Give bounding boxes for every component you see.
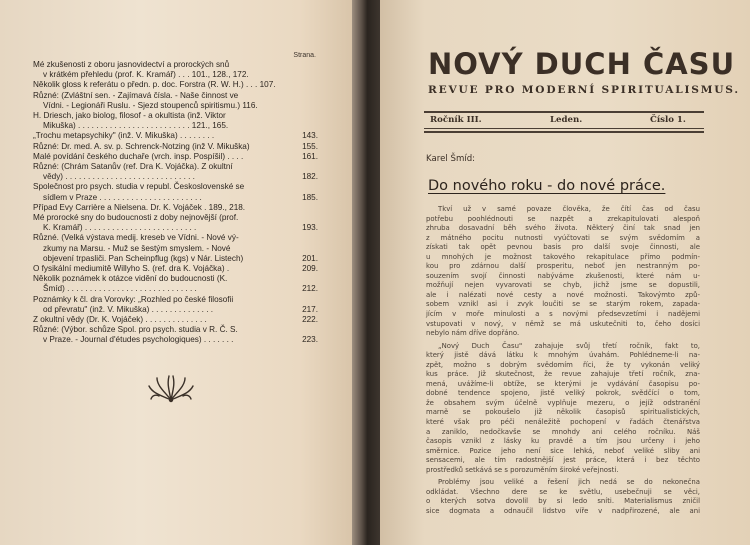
article-line: směrnice. Pozice jeho není sice lehká, neboť veliké sliby ani — [426, 446, 700, 455]
article-line: u mnohých je možnost takového rekapitulace přímo podmín- — [426, 252, 700, 261]
article-line: potřebu poohlédnouti se nazpět a zrekapitulovati alespoň — [426, 214, 700, 223]
journal-title: NOVÝ DUCH ČASU — [428, 47, 736, 81]
article-line: kou pro zdárnou další prosperitu, neboť jen nestranným po- — [426, 262, 700, 271]
toc-entry — [33, 172, 318, 182]
toc-entry — [33, 325, 318, 335]
toc-entry-text: Vídni. - Legionáři Ruslu. - Sjezd stoupenců spiritismu.) 116. — [43, 100, 258, 110]
toc-entry-text: od převratu" (inž. V. Mikuška) . . . . . . . . . . . . . . — [43, 304, 214, 314]
article-line: který jistě dává látku k mnohým úvahám. Pohlédneme-li na- — [426, 351, 700, 360]
toc-entry-text: Šmíd) . . . . . . . . . . . . . . . . . . . . . . . . . . . . . — [43, 284, 197, 294]
toc-entry-text: K. Kramář) . . . . . . . . . . . . . . . . . . . . . . . . . — [43, 223, 197, 233]
toc-entry-text: v Praze. - Journal d'études psychologiques) . . . . . . . — [43, 335, 234, 345]
toc-entry-text: O fysikální mediumitě Willyho S. (ref. dra K. Vojáčka) . — [33, 264, 230, 274]
toc-entry-text: Několik poznámek k otázce vidění do budoucnosti (K. — [33, 274, 228, 284]
floral-ornament-icon — [145, 374, 197, 404]
month-label: Leden. — [550, 115, 583, 125]
toc-entry-text: Mikuška) . . . . . . . . . . . . . . . . . . . . . . . . . 121., 165. — [43, 121, 229, 131]
toc-entry — [33, 274, 318, 284]
toc-entry — [33, 264, 318, 274]
toc-entry-text: objevení trpasliči. Pan Scheinpflug (kgs) v Nár. Listech) — [43, 253, 244, 263]
toc-entry-page: 209. — [302, 264, 318, 274]
toc-entry-text: Společnost pro psych. studia v republ. Československé se — [33, 182, 245, 192]
article-line: nebylo nám dříve dopřáno. — [426, 329, 520, 338]
toc-entry-text: Různé: Dr. med. A. sv. p. Schrenck-Notzing (inž V. Mikuška) — [33, 141, 250, 151]
article-line: zhruba dosavadní běh svého života. Některý činí tak snad jen — [426, 224, 700, 233]
journal-subtitle: REVUE PRO MODERNÍ SPIRITUALISMUS. — [428, 84, 740, 96]
toc-entry — [33, 284, 318, 294]
toc-entry — [33, 111, 318, 121]
article-line: z mátného pocitu nutnosti vyúčtovati se svým svědomím a — [426, 233, 700, 242]
toc-entry — [33, 223, 318, 233]
article-line: marně se pokoušelo již několik časopisů spiritualistických, — [426, 408, 700, 417]
toc-entry-text: Mé prorocké sny do budoucnosti z doby nejnovější (prof. — [33, 213, 239, 223]
table-of-contents — [33, 60, 318, 346]
toc-entry-text: vědy) . . . . . . . . . . . . . . . . . . . . . . . . . . . . . — [43, 172, 195, 182]
toc-entry-page: 222. — [302, 315, 318, 325]
toc-entry — [33, 142, 318, 152]
toc-entry-page: 223. — [302, 335, 318, 345]
toc-entry-page: 143. — [302, 131, 318, 141]
toc-entry-text: Několik gloss k referátu o předn. p. doc. Forstra (R. W. H.) . . . 107. — [33, 80, 276, 90]
toc-entry — [33, 295, 318, 305]
toc-entry-text: Malé povídání českého duchaře (vrch. insp. Pospíšil) . . . . — [33, 151, 244, 161]
article-line: Tkví už v samé povaze člověka, že čítí čas od času — [438, 205, 700, 213]
article-line: Problémy jsou veliké a řešení jich nedá se do nekonečna — [438, 478, 700, 487]
toc-entry — [33, 60, 318, 70]
divider — [424, 111, 704, 113]
toc-entry-text: Různé. (Velká výstava medij. kreseb ve Vídni. - Nové vý- — [33, 233, 239, 243]
article-line: o kterých sotva dovolil by si ledo sníti. Materialismus zničil — [426, 497, 700, 506]
article-line: mená, uvážíme-li obtíže, se kterými je vydávání časopisu po- — [426, 379, 700, 388]
article-line: prostředků setkává se s porozuměním široké veřejnosti. — [426, 465, 619, 474]
toc-entry-text: H. Driesch, jako biolog, filosof - a okultista (inž. Viktor — [33, 111, 226, 121]
article-line: vstupovati v nový, v němž se má uskutečniti to, čeho dosíci — [426, 319, 700, 328]
article-line: získati tak opět pevnou basis pro další svoje činnosti, ale — [426, 243, 700, 252]
toc-entry-page: 193. — [302, 223, 318, 233]
article-line: dobné tendence spojeno, jistě veliký pokrok, svědčící o tom, — [426, 389, 700, 398]
book-gutter — [352, 0, 380, 545]
toc-entry-page: 201. — [302, 253, 318, 263]
article-line: kus práce. Již skutečnost, že revue zahajuje třetí ročník, zna- — [426, 370, 700, 379]
toc-entry-text: „Trochu metapsychiky" (inž. V. Mikuška) . . . . . . . . — [33, 131, 215, 141]
toc-entry-text: sídlem v Praze . . . . . . . . . . . . . . . . . . . . . . . — [43, 192, 202, 202]
toc-entry-text: Různé: (Chrám Satanův (ref. Dra K. Vojáčka). Z okultní — [33, 162, 233, 172]
article-line: „Nový Duch Času" zahajuje svůj třetí ročník, fakt to, — [438, 341, 700, 350]
toc-entry — [33, 131, 318, 141]
toc-entry — [33, 182, 318, 192]
article-headline: Do nového roku - do nové práce. — [428, 178, 666, 194]
article-line: ale i nalézati nové cesty a nové možnosti. Takovýmto způ- — [426, 290, 700, 299]
toc-entry — [33, 305, 318, 315]
toc-entry — [33, 244, 318, 254]
toc-entry — [33, 233, 318, 243]
article-line: souzením svojí činnosti nabýváme zkušenosti, které nám u- — [426, 271, 700, 280]
toc-entry — [33, 162, 318, 172]
toc-entry-text: Mé zkušenosti z oboru jasnovidectví a prorockých snů — [33, 60, 230, 69]
toc-entry — [33, 213, 318, 223]
toc-entry-text: v krátkém přehledu (prof. K. Kramář) . . . 101., 128., 172. — [43, 70, 249, 80]
issue-label: Číslo 1. — [650, 115, 686, 125]
article-author: Karel Šmíd: — [426, 154, 476, 164]
article-line: sobem vznikl asi i zvyk loučiti se se starým rokem, zapada- — [426, 300, 700, 309]
toc-entry — [33, 193, 318, 203]
article-line: odkládat. Všechno dere se ke světlu, usebečnuji se věci, — [426, 487, 700, 496]
toc-entry — [33, 203, 318, 213]
toc-entry — [33, 254, 318, 264]
divider — [424, 128, 704, 129]
left-page — [0, 0, 352, 545]
toc-entry — [33, 152, 318, 162]
toc-entry-text: zkumy na Marsu. - Muž se šestým smyslem. - Nové — [43, 243, 231, 253]
toc-entry — [33, 335, 318, 345]
toc-entry-page: 182. — [302, 172, 318, 182]
article-line: které však pro péči nenáležitě pochopení v řadách čtenářstva — [426, 418, 700, 427]
toc-entry — [33, 315, 318, 325]
toc-entry — [33, 121, 318, 131]
toc-entry-page: 217. — [302, 304, 318, 314]
divider — [424, 131, 704, 133]
toc-entry-text: Z okultní vědy (Dr. K. Vojáček) . . . . . . . . . . . . . . — [33, 315, 207, 325]
toc-entry — [33, 101, 318, 111]
toc-entry — [33, 80, 318, 90]
article-line: zpět, možno s dobrým svědomím říci, že ty vykonán veliký — [426, 360, 700, 369]
article-line: časopis vznikl z lásky ku pravdě a tím jsou určeny i jeho — [426, 437, 700, 446]
toc-entry-text: Poznámky k čl. dra Vorovky: „Rozhled po české filosofii — [33, 294, 234, 304]
article-line: že obsahem svým účelně vyplňuje mezeru, o jejíž odstranění — [426, 398, 700, 407]
toc-entry-page: 185. — [302, 192, 318, 202]
article-line: jícím v moře minulosti a s novými předsevzetími i nadějemi — [426, 310, 700, 319]
toc-entry-text: Různé: (Zvláštní sen. - Zajímavá čísla. - Naše činnost ve — [33, 90, 239, 100]
toc-entry — [33, 70, 318, 80]
article-line: možňují nejen vyvarovati se chyb, jichž jsme se dopustili, — [426, 281, 700, 290]
article-line: a zaniklo, nedočkavše se mnohdy ani celého ročníku. Náš — [426, 427, 700, 436]
right-page — [380, 0, 750, 545]
toc-entry-page: 161. — [302, 151, 318, 161]
toc-page-header: Strana. — [293, 52, 316, 59]
article-body — [426, 205, 700, 517]
toc-entry-text: Různé: (Výbor. schůze Spol. pro psych. studia v R. Č. S. — [33, 325, 238, 335]
article-line: sensacemi, ale tím radostnější jest práce, která i bez těchto — [426, 456, 700, 465]
toc-entry-page: 212. — [302, 284, 318, 294]
volume-label: Ročník III. — [430, 115, 482, 125]
toc-entry — [33, 91, 318, 101]
article-line: sice dogmata a odnaučil lidstvo víře v nadpřirozené, ale ani — [426, 506, 700, 515]
toc-entry-text: Případ Evy Carrière a Nielsena. Dr. K. Vojáček . 189., 218. — [33, 202, 246, 212]
toc-entry-page: 155. — [302, 141, 318, 151]
